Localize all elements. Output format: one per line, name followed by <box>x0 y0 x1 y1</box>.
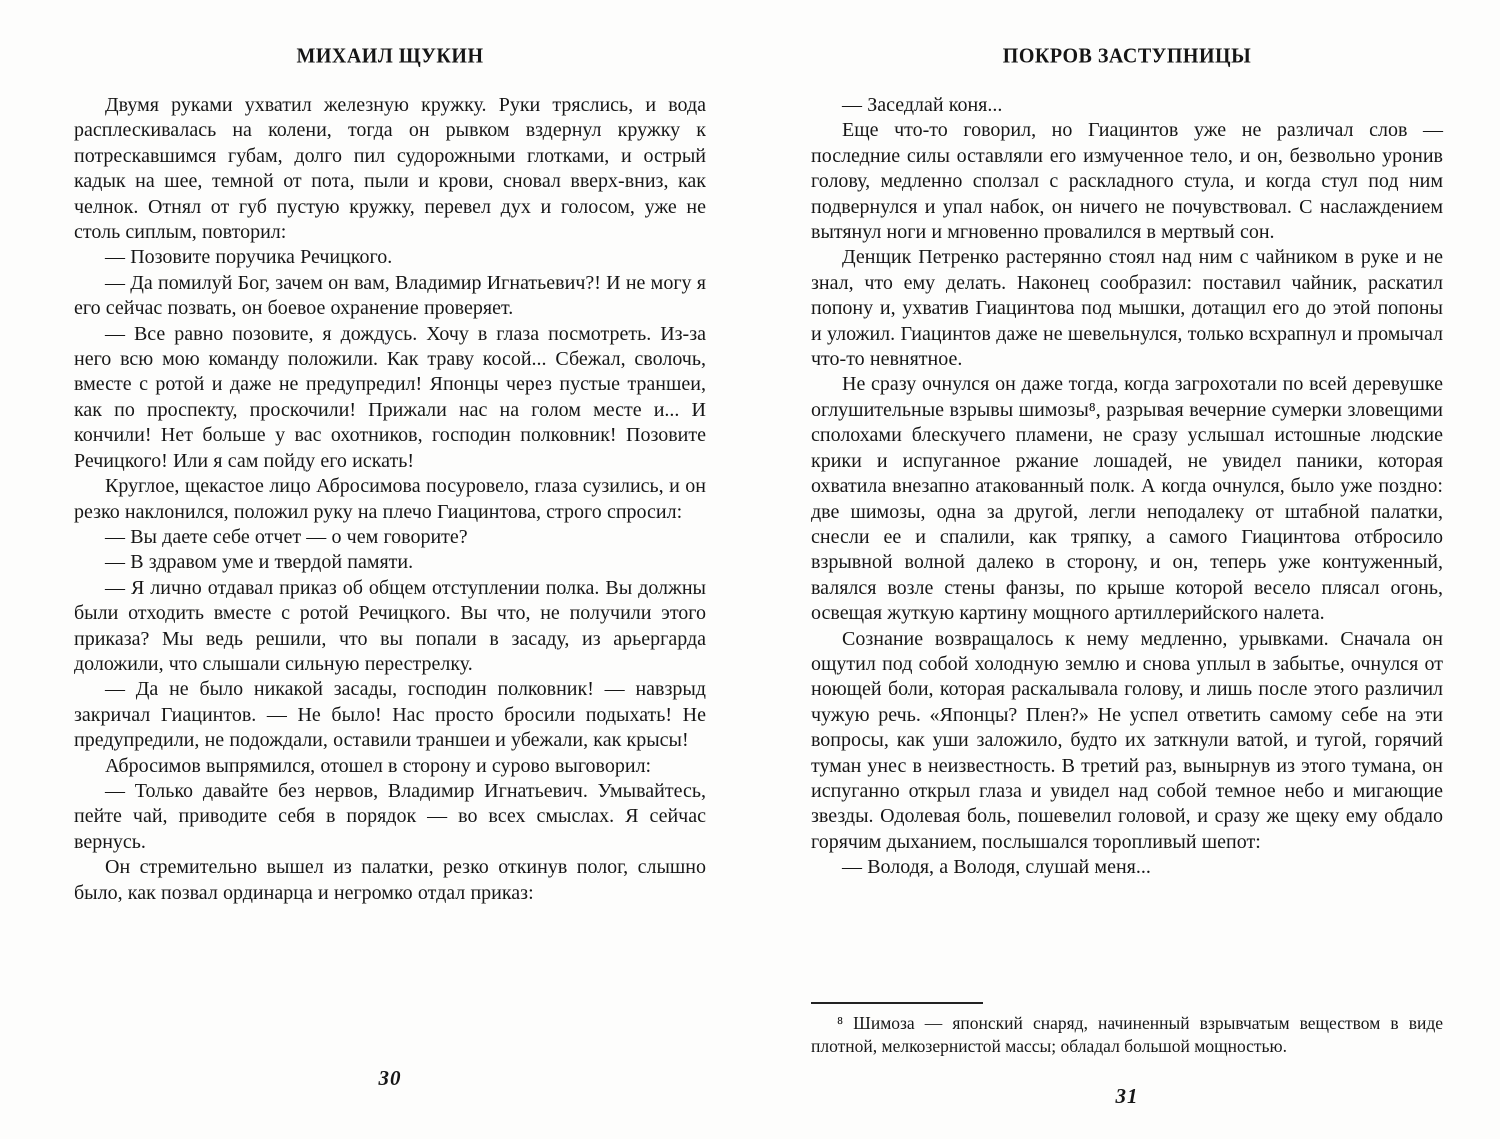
paragraph-dialogue: — Заседлай коня... <box>842 94 1003 116</box>
paragraph-dialogue: — Володя, а Володя, слушай меня... <box>842 856 1151 879</box>
running-head-author: МИХАИЛ ЩУКИН <box>296 44 484 68</box>
paragraph-dialogue: — Вы даете себе отчет — о чем говорите? <box>105 525 468 548</box>
paragraph: Круглое, щекастое лицо Абросимова посуровело, глаза сузились, и он резко наклонился, положил руку на плечо Гиацинтова, строго спросил: <box>74 475 706 523</box>
paragraph-dialogue: — Только давайте без нервов, Владимир Игнатьевич. Умывайтесь, пейте чай, приводите себя в порядок — во всех смыслах. Я сейчас вернусь. <box>74 779 706 853</box>
paragraph-dialogue: — В здравом уме и твердой памяти. <box>105 551 414 574</box>
paragraph: Сознание возвращалось к нему медленно, урывками. Сначала он ощутил под собой холодную землю и снова уплыл в забытье, очнулся от ноющей боли, которая раскалывала голову, и лишь после этого различил чужую речь. «Японцы? Плен?» Не успел ответить самому себе на эти вопросы, как уши заложило, будто их заткнули ватой, и тугой, горячий туман унес в неизвестность. В третий раз, вынырнув из этого тумана, он испуганно открыл глаза и увидел над собой темное небо и мигающие звезды. Одолевая боль, пошевелил головой, и сразу же щеку ему обдало горячим дыханием, послышался торопливый шепот: <box>811 627 1443 853</box>
paragraph-dialogue: — Все равно позовите, я дождусь. Хочу в глаза посмотреть. Из-за него всю мою команду положили. Как траву косой... Сбежал, сволочь, вместе с ротой и даже не предупредил! Японцы через пустые траншеи, как по проспекту, проскочили! Прижали нас на голом месте и... И кончили! Нет больше у вас охотников, господин полковник! Позовите Речицкого! Или я сам пойду его искать! <box>74 322 706 472</box>
paragraph: Он стремительно вышел из палатки, резко откинув полог, слышно было, как позвал ординарца и негромко отдал приказ: <box>74 856 706 904</box>
left-page-body <box>74 93 706 906</box>
paragraph: Не сразу очнулся он даже тогда, когда загрохотали по всей деревушке оглушительные взрывы шимозы⁸, разрывая вечерние сумерки зловещими сполохами блескучего пламени, не сразу услышал истошные людские крики и испуганное ржание лошадей, не увидел паники, которая охватила внезапно атакованный полк. А когда очнулся, было уже поздно: две шимозы, одна за другой, легли неподалеку от штабной палатки, снесли ее и спалили, как тряпку, а самого Гиацинтова отбросило взрывной волной далеко в сторону, и он, теперь уже контуженный, валялся возле стены фанзы, по крыше которой весело плясал огонь, освещая жуткую картину мощного артиллерийского налета. <box>811 373 1443 625</box>
page-number-left: 30 <box>378 1066 402 1090</box>
right-page-body <box>811 93 1443 881</box>
paragraph: Двумя руками ухватил железную кружку. Руки тряслись, и вода расплескивалась на колени, тогда он рывком вздернул кружку к потрескавшимся губам, долго пил судорожными глотками, и острый кадык на шее, темной от пота, пыли и крови, сновал вверх-вниз, как челнок. Отнял от губ пустую кружку, перевел дух и голосом, уже не столь сиплым, повторил: <box>74 94 706 244</box>
paragraph: Денщик Петренко растерянно стоял над ним с чайником в руке и не знал, что ему делать. Наконец сообразил: поставил чайник, раскатил попону и, ухватив Гиацинтова под мышки, дотащил его до этой попоны и уложил. Гиацинтов даже не шевельнулся, только всхрапнул и промычал что-то невнятное. <box>811 246 1443 371</box>
paragraph-dialogue: — Да помилуй Бог, зачем он вам, Владимир Игнатьевич?! И не могу я его сейчас позвать, он боевое охранение проверяет. <box>74 271 706 320</box>
page-left <box>74 44 706 1124</box>
footnote-block <box>811 1002 1443 1058</box>
paragraph: Еще что-то говорил, но Гиацинтов уже не различал слов — последние силы оставляли его измученное тело, и он, безвольно уронив голову, медленно сползал с раскладного стула, и когда стул под ним подвернулся и упал набок, он ничего не почувствовал. С наслаждением вытянул ноги и мгновенно провалился в мертвый сон. <box>811 119 1443 244</box>
running-head-title: ПОКРОВ ЗАСТУПНИЦЫ <box>1002 44 1252 68</box>
footnote-separator <box>811 1002 983 1004</box>
paragraph-dialogue: — Да не было никакой засады, господин полковник! — навзрыд закричал Гиацинтов. — Не было! Нас просто бросили подыхать! Не предупредили, не подождали, оставили траншеи и убежали, как крысы! <box>74 678 706 752</box>
paragraph-dialogue: — Я лично отдавал приказ об общем отступлении полка. Вы должны были отходить вместе с ротой Речицкого. Вы что, не получили этого приказа? Мы ведь решили, что вы попали в засаду, из арьергарда доложили, что слышали сильную перестрелку. <box>74 576 706 675</box>
page-number-right: 31 <box>1115 1084 1139 1108</box>
page-right <box>811 44 1443 1124</box>
footnote-text: ⁸ Шимоза — японский снаряд, начиненный взрывчатым веществом в виде плотной, мелкозернистой массы; обладал большой мощностью. <box>811 1013 1443 1056</box>
paragraph: Абросимов выпрямился, отошел в сторону и сурово выговорил: <box>105 754 652 777</box>
paragraph-dialogue: — Позовите поручика Речицкого. <box>105 246 393 269</box>
